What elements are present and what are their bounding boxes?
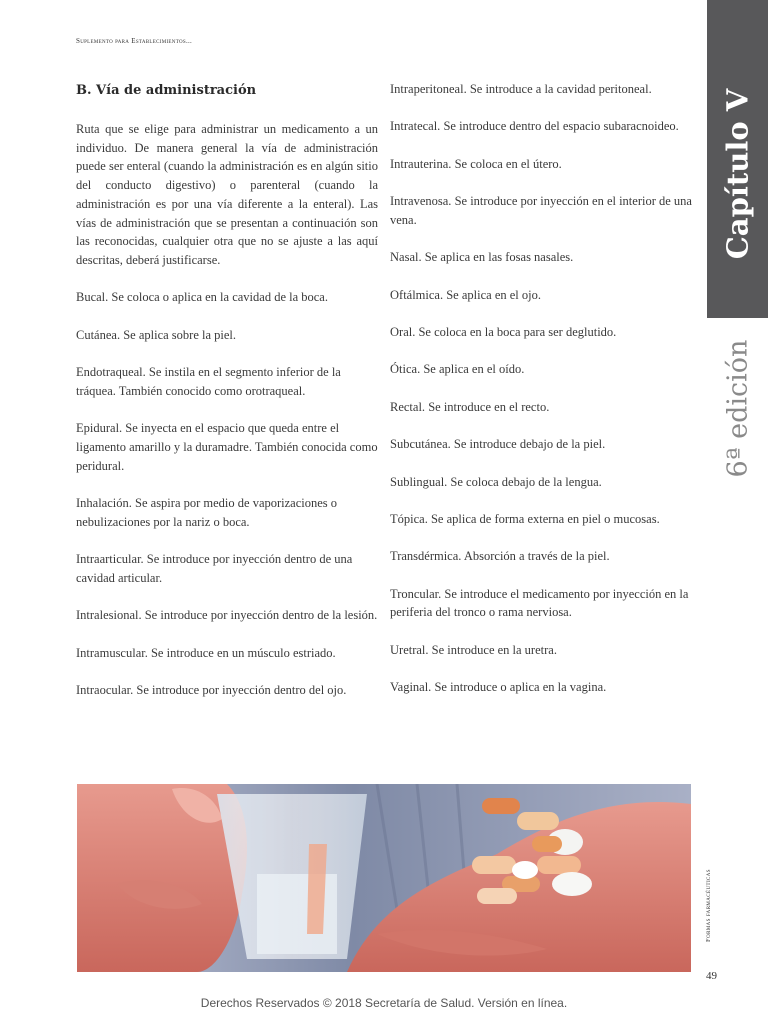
route-entry xyxy=(390,398,692,417)
route-description: Se aspira por medio de vaporizaciones o nebulizaciones por la nariz o boca. xyxy=(76,495,338,529)
route-description: Se coloca o aplica en la cavidad de la boca. xyxy=(108,290,328,305)
route-entry xyxy=(76,550,378,587)
route-description: Se aplica en las fosas nasales. xyxy=(421,250,574,265)
route-description: Se introduce en un músculo estriado. xyxy=(147,645,336,660)
route-term: Intrauterina. xyxy=(390,156,452,171)
route-description: Se introduce debajo de la piel. xyxy=(450,437,606,452)
route-entry xyxy=(390,473,692,492)
route-term: Cutánea. xyxy=(76,327,121,342)
route-term: Intraocular. xyxy=(76,682,134,697)
route-description: Se introduce dentro del espacio subaracnoideo. xyxy=(440,119,679,134)
edition-text: 6ª edición xyxy=(722,339,754,477)
route-entry xyxy=(390,678,692,697)
route-entry xyxy=(390,360,692,379)
route-entry xyxy=(390,286,692,305)
route-description: Se aplica en el oído. xyxy=(420,362,525,377)
route-description: Se aplica en el ojo. xyxy=(443,287,541,302)
route-term: Intralesional. xyxy=(76,608,142,623)
route-entry xyxy=(390,155,692,174)
section-heading: B. Vía de administración xyxy=(76,83,257,98)
route-description: Se introduce el medicamento por inyección en la periferia del tronco o rama nerviosa. xyxy=(390,586,689,620)
left-column xyxy=(76,80,378,718)
route-entry xyxy=(76,606,378,625)
running-head: Suplemento para Establecimientos... xyxy=(76,37,193,45)
route-term: Sublingual. xyxy=(390,474,448,489)
route-description: Se introduce o aplica en la vagina. xyxy=(431,680,607,695)
route-entry xyxy=(76,326,378,345)
route-term: Intramuscular. xyxy=(76,645,148,660)
route-entry xyxy=(390,547,692,566)
route-term: Subcutánea. xyxy=(390,437,451,452)
right-column xyxy=(390,80,692,716)
route-description: Se coloca en la boca para ser deglutido. xyxy=(415,325,617,340)
route-term: Vaginal. xyxy=(390,680,432,695)
route-entry xyxy=(390,80,692,99)
route-term: Intraarticular. xyxy=(76,552,144,567)
route-entry xyxy=(390,117,692,136)
left-entry-list xyxy=(76,288,378,699)
route-description: Absorción a través de la piel. xyxy=(461,549,610,564)
route-description: Se introduce en el recto. xyxy=(425,399,550,414)
route-description: Se aplica de forma externa en piel o mucosas. xyxy=(427,512,660,526)
right-entry-list xyxy=(390,80,692,697)
route-term: Intraperitoneal. xyxy=(390,82,467,96)
route-description: Se aplica sobre la piel. xyxy=(120,327,237,342)
photo-illustration xyxy=(77,784,691,972)
page-number: 49 xyxy=(706,970,717,982)
route-entry xyxy=(76,288,378,307)
route-term: Intravenosa. xyxy=(390,194,452,209)
route-description: Se coloca en el útero. xyxy=(451,156,562,171)
route-description: Se coloca debajo de la lengua. xyxy=(447,474,602,489)
route-term: Endotraqueal. xyxy=(76,365,146,380)
route-description: Se introduce por inyección dentro de una cavidad articular. xyxy=(76,552,353,585)
route-entry xyxy=(76,644,378,663)
route-term: Inhalación. xyxy=(76,495,132,510)
hand-with-pills-photo xyxy=(77,784,691,972)
copyright-footer: Derechos Reservados © 2018 Secretaría de Salud. Versión en línea. xyxy=(200,996,568,1010)
route-term: Intratecal. xyxy=(390,119,441,134)
route-entry xyxy=(390,435,692,454)
route-term: Bucal. xyxy=(76,290,109,305)
route-description: Se introduce por inyección dentro del ojo. xyxy=(133,682,347,697)
route-term: Oral. xyxy=(390,325,416,340)
route-term: Troncular. xyxy=(390,586,442,601)
route-description: Se introduce a la cavidad peritoneal. xyxy=(466,82,652,96)
route-entry xyxy=(390,510,692,529)
route-entry xyxy=(76,363,378,400)
route-term: Tópica. xyxy=(390,512,428,526)
route-term: Rectal. xyxy=(390,399,426,414)
route-description: Se instila en el segmento inferior de la tráquea. También conocido como orotraqueal. xyxy=(76,365,341,398)
route-entry xyxy=(76,419,378,475)
route-entry xyxy=(76,494,378,531)
intro-paragraph: Ruta que se elige para administrar un medicamento a un individuo. De manera general la vía de administración puede ser enteral (cuando la administración es en algún sitio del conducto digestivo) o parenteral (cuando la administración es por una vía diferente a la enteral). Las vías de administración que se presentan a continuación son las reconocidas, cualquier otra que no se ajuste a las aquí descritas, deberá justificarse. xyxy=(76,122,378,267)
chapter-label xyxy=(707,0,768,318)
route-entry xyxy=(390,641,692,660)
route-term: Transdérmica. xyxy=(390,549,462,564)
route-entry xyxy=(390,248,692,267)
route-entry xyxy=(390,323,692,342)
route-term: Epidural. xyxy=(76,421,123,436)
route-term: Uretral. xyxy=(390,642,429,657)
route-term: Ótica. xyxy=(390,362,421,377)
edition-label xyxy=(707,318,768,498)
route-entry xyxy=(390,585,692,622)
route-description: Se introduce por inyección en el interior de una vena. xyxy=(390,194,692,227)
route-entry xyxy=(390,192,692,229)
route-description: Se inyecta en el espacio que queda entre el ligamento amarillo y la duramadre. También conocida como peridural. xyxy=(76,421,378,473)
route-term: Oftálmica. xyxy=(390,287,444,302)
chapter-title: Capítulo V xyxy=(720,88,755,260)
side-footer-text: Formas farmacéuticas xyxy=(704,868,712,942)
route-description: Se introduce en la uretra. xyxy=(428,642,557,657)
side-footer-label xyxy=(696,855,720,955)
route-description: Se introduce por inyección dentro de la lesión. xyxy=(141,608,378,623)
route-entry xyxy=(76,681,378,700)
route-term: Nasal. xyxy=(390,250,422,265)
